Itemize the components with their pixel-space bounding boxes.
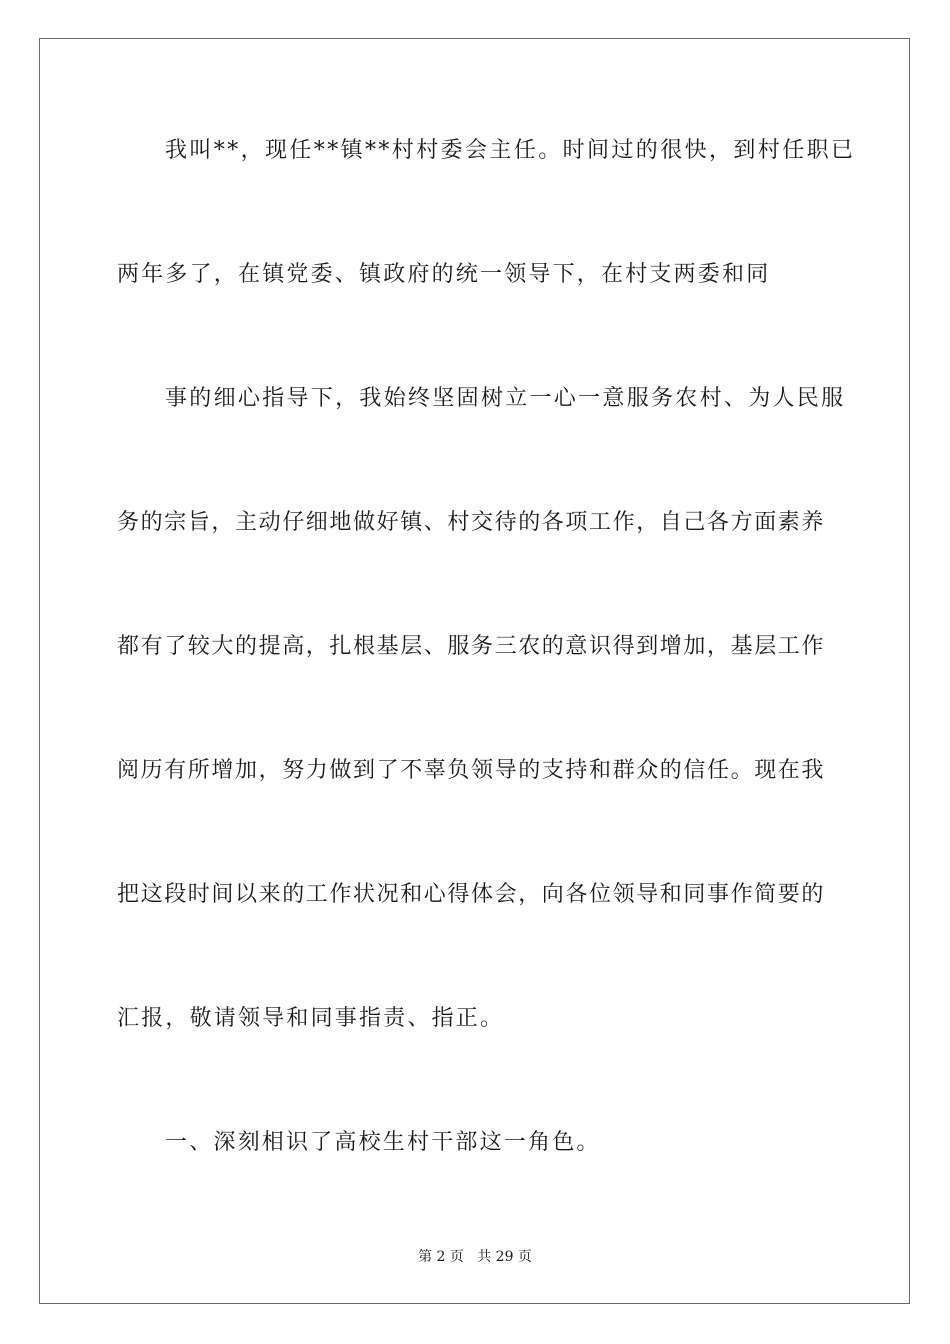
- page-number: 第 2 页 共 29 页: [418, 1249, 532, 1265]
- paragraph-line: 事的细心指导下，我始终坚固树立一心一意服务农村、为人民服: [165, 386, 846, 411]
- section-heading: 一、深刻相识了高校生村干部这一角色。: [165, 1130, 601, 1155]
- paragraph-line: 务的宗旨，主动仔细地做好镇、村交待的各项工作，自己各方面素养: [117, 510, 826, 535]
- paragraph-line: 两年多了，在镇党委、镇政府的统一领导下，在村支两委和同: [117, 262, 771, 287]
- paragraph-line: 把这段时间以来的工作状况和心得体会，向各位领导和同事作简要的: [117, 882, 826, 907]
- page-border: [39, 38, 910, 1304]
- paragraph-line: 我叫**，现任**镇**村村委会主任。时间过的很快，到村任职已: [165, 138, 856, 163]
- paragraph-line: 汇报，敬请领导和同事指责、指正。: [117, 1006, 505, 1031]
- paragraph-line: 都有了较大的提高，扎根基层、服务三农的意识得到增加，基层工作: [117, 634, 826, 659]
- paragraph-line: 阅历有所增加，努力做到了不辜负领导的支持和群众的信任。现在我: [117, 758, 826, 783]
